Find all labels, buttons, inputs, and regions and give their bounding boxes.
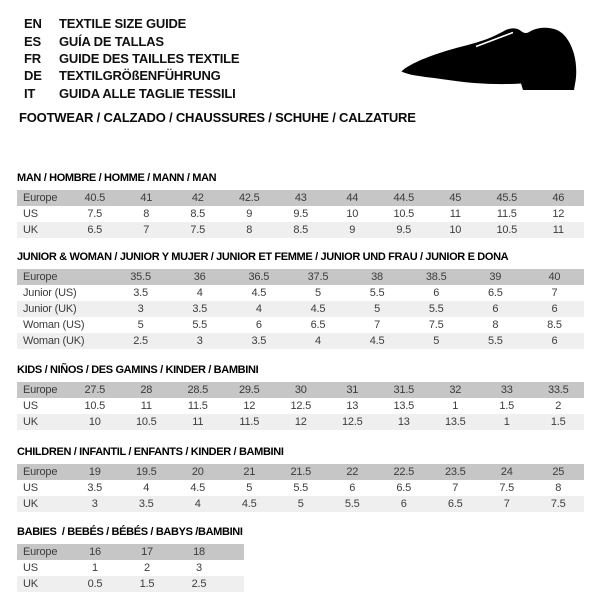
size-value: 3.5 [192,303,208,315]
size-value: 36.5 [248,271,270,283]
size-value: 5 [246,482,253,494]
size-value: 20 [191,466,204,478]
size-value: 7 [143,224,150,236]
row-label: Woman (US) [23,319,85,331]
size-value: 18 [193,546,205,558]
size-value: 6 [551,303,558,315]
size-value: 12.5 [290,400,312,412]
table-title: JUNIOR & WOMAN / JUNIOR Y MUJER / JUNIOR ET FEMME / JUNIOR UND FRAU / JUNIOR E DONA [17,251,509,263]
size-value: 4 [196,287,203,299]
size-value: 4.5 [251,287,267,299]
size-value: 3 [196,562,202,574]
size-value: 5.5 [487,335,503,347]
table-row [17,398,584,414]
size-value: 3 [137,303,144,315]
size-value: 8 [555,482,562,494]
size-value: 5.5 [192,319,208,331]
size-value: 8 [246,224,253,236]
size-value: 5 [297,498,304,510]
size-value: 13.5 [393,400,415,412]
size-value: 5 [433,335,440,347]
row-label: Europe [23,271,58,283]
size-value: 46 [552,192,565,204]
table-row [17,317,584,333]
size-value: 11 [192,416,204,428]
size-value: 6.5 [87,224,103,236]
size-value: 44.5 [393,192,415,204]
size-value: 5.5 [369,287,385,299]
size-value: 11.5 [239,416,260,428]
table-row [17,414,584,430]
size-value: 11.5 [187,400,208,412]
guide-title: TEXTILE SIZE GUIDE [59,16,187,32]
size-value: 4 [314,335,321,347]
size-value: 6.5 [487,287,503,299]
size-value: 31 [346,384,359,396]
size-value: 13 [346,400,359,412]
size-value: 13.5 [444,416,466,428]
size-value: 6.5 [396,482,412,494]
size-value: 1 [92,562,98,574]
size-table-section [17,251,584,349]
language-code: DE [24,68,42,84]
size-value: 12 [294,416,307,428]
row-label: Europe [23,546,58,558]
size-value: 40 [548,271,561,283]
row-label: UK [23,416,38,428]
size-value: 6 [255,319,262,331]
table-row [17,496,584,512]
size-value: 37.5 [307,271,329,283]
size-table-section [17,364,584,430]
size-value: 7.5 [428,319,444,331]
table-row [17,576,244,592]
table-row [17,206,584,222]
size-table-section [17,172,584,238]
size-value: 0.5 [87,578,103,590]
size-value: 3.5 [133,287,148,299]
size-value: 22 [346,466,359,478]
size-value: 21.5 [290,466,312,478]
size-value: 33.5 [547,384,569,396]
size-value: 5.5 [344,498,360,510]
size-value: 11.5 [496,208,517,220]
size-value: 12.5 [341,416,363,428]
table-row [17,269,584,285]
table-title: MAN / HOMBRE / HOMME / MANN / MAN [17,172,217,184]
category-heading: FOOTWEAR / CALZADO / CHAUSSURES / SCHUHE / CALZATURE [19,110,416,125]
size-value: 6 [492,303,499,315]
size-value: 5 [374,303,381,315]
shoe-icon [394,21,584,96]
row-label: US [23,208,38,220]
size-value: 6 [349,482,356,494]
size-value: 24 [500,466,513,478]
size-table [17,382,584,430]
size-value: 30 [294,384,307,396]
size-value: 2 [555,400,562,412]
size-value: 8 [492,319,499,331]
size-tables [17,172,584,592]
row-label: Junior (US) [23,287,77,299]
size-value: 7 [452,482,459,494]
table-row [17,560,244,576]
size-value: 35.5 [130,271,151,283]
row-label: US [23,400,38,412]
size-value: 29.5 [238,384,260,396]
size-value: 28.5 [187,384,209,396]
size-value: 42.5 [238,192,260,204]
size-value: 2 [144,562,150,574]
size-value: 6.5 [447,498,463,510]
size-value: 39 [489,271,502,283]
size-value: 10.5 [84,400,106,412]
size-value: 3 [196,335,203,347]
row-label: US [23,482,38,494]
size-value: 10.5 [393,208,415,220]
table-title: CHILDREN / INFANTIL / ENFANTS / KINDER / BAMBINI [17,446,284,458]
size-value: 5.5 [428,303,444,315]
size-value: 7 [374,319,381,331]
size-value: 41 [140,192,153,204]
table-row [17,480,584,496]
row-label: Junior (UK) [23,303,77,315]
row-label: Europe [23,192,58,204]
guide-title: TEXTILGRÖßENFÜHRUNG [59,68,221,84]
size-value: 3 [91,498,98,510]
size-value: 9 [246,208,253,220]
row-label: US [23,562,38,574]
size-value: 11 [140,400,152,412]
row-label: Europe [23,384,58,396]
size-value: 1.5 [499,400,515,412]
table-row [17,544,244,560]
size-value: 45 [449,192,462,204]
size-value: 4 [143,482,150,494]
language-code: IT [24,85,36,101]
size-value: 9.5 [293,208,309,220]
size-value: 4 [255,303,262,315]
size-value: 10 [346,208,359,220]
language-code: FR [24,50,41,66]
size-value: 7 [503,498,510,510]
size-value: 5.5 [293,482,309,494]
size-value: 11 [552,224,564,236]
size-value: 38.5 [425,271,447,283]
table-row [17,190,584,206]
language-row [24,50,239,67]
size-value: 22.5 [393,466,415,478]
guide-title: GUÍA DE TALLAS [59,33,164,49]
size-value: 40.5 [84,192,106,204]
size-table [17,269,584,349]
size-value: 36 [193,271,206,283]
size-value: 4.5 [190,482,206,494]
size-value: 3.5 [251,335,267,347]
row-label: UK [23,498,38,510]
size-value: 8.5 [547,319,562,331]
language-row [24,85,239,102]
size-value: 10.5 [135,416,157,428]
size-value: 3.5 [87,482,103,494]
size-value: 6 [400,498,407,510]
size-value: 10 [449,224,462,236]
language-code: ES [24,33,41,49]
table-row [17,382,584,398]
table-row [17,222,584,238]
size-value: 31.5 [393,384,415,396]
size-value: 7.5 [190,224,206,236]
size-value: 7.5 [87,208,103,220]
guide-title: GUIDE DES TAILLES TEXTILE [59,50,240,66]
row-label: Woman (UK) [23,335,85,347]
size-value: 8.5 [190,208,206,220]
size-value: 19.5 [135,466,157,478]
size-value: 45.5 [496,192,518,204]
language-row [24,67,239,84]
size-value: 43 [294,192,307,204]
table-row [17,285,584,301]
size-value: 16 [89,546,101,558]
size-table [17,464,584,512]
size-value: 4.5 [310,303,326,315]
size-value: 11 [449,208,461,220]
size-value: 38 [371,271,383,283]
size-value: 44 [346,192,359,204]
size-value: 9.5 [396,224,412,236]
size-value: 4.5 [369,335,385,347]
size-value: 2.5 [133,335,148,347]
row-label: UK [23,578,38,590]
guide-title: GUIDA ALLE TAGLIE TESSILI [59,85,236,101]
size-value: 13 [397,416,410,428]
size-value: 12 [243,400,256,412]
language-row [24,15,239,32]
size-value: 8 [143,208,150,220]
size-value: 4.5 [241,498,257,510]
table-row [17,464,584,480]
size-value: 6 [433,287,440,299]
language-row [24,32,239,49]
size-value: 8.5 [293,224,309,236]
size-table-section [17,446,584,512]
size-value: 28 [140,384,153,396]
size-value: 42 [191,192,204,204]
size-table-section [17,526,584,592]
size-value: 5 [137,319,144,331]
table-row [17,333,584,349]
size-value: 3.5 [138,498,154,510]
size-value: 19 [88,466,101,478]
size-value: 27.5 [84,384,106,396]
shoe-silhouette [402,28,577,90]
size-value: 7.5 [550,498,566,510]
size-value: 1 [452,400,459,412]
size-value: 25 [552,466,565,478]
table-title: BABIES / BEBÉS / BÉBÉS / BABYS /BAMBINI [17,526,243,538]
size-table [17,190,584,238]
size-value: 10.5 [496,224,518,236]
size-table [17,544,244,592]
row-label: Europe [23,466,58,478]
size-value: 2.5 [191,578,207,590]
size-value: 1.5 [139,578,155,590]
size-value: 6.5 [310,319,326,331]
size-value: 1.5 [550,416,566,428]
size-value: 32 [449,384,462,396]
table-row [17,301,584,317]
size-value: 21 [243,466,256,478]
size-value: 23.5 [444,466,466,478]
table-title: KIDS / NIÑOS / DES GAMINS / KINDER / BAMBINI [17,364,259,376]
size-value: 10 [88,416,101,428]
size-value: 33 [500,384,513,396]
size-value: 12 [552,208,565,220]
language-list [24,15,239,102]
size-value: 5 [314,287,321,299]
size-value: 17 [141,546,153,558]
size-value: 6 [551,335,558,347]
row-label: UK [23,224,38,236]
size-value: 7 [551,287,558,299]
size-value: 9 [349,224,356,236]
language-code: EN [24,16,42,32]
size-value: 4 [194,498,201,510]
size-value: 7.5 [499,482,515,494]
size-value: 1 [503,416,510,428]
